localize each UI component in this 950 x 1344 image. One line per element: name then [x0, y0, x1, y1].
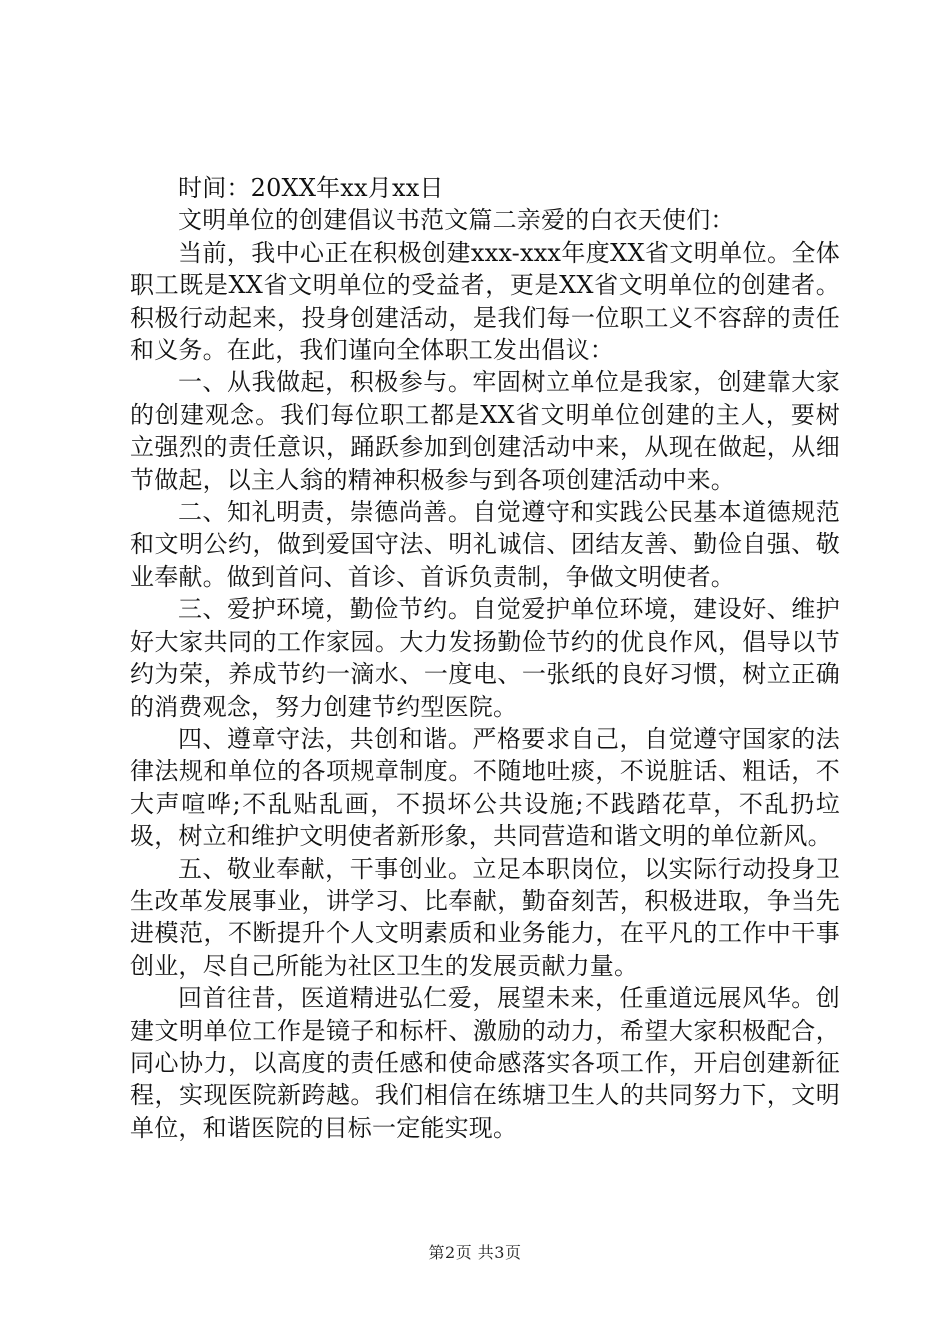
page-number-footer: 第2页 共3页 — [428, 1243, 522, 1262]
closing-paragraph: 回首往昔，医道精进弘仁爱，展望未来，任重道远展风华。创建文明单位工作是镜子和标杆、激励的动力，希望大家积极配合，同心协力，以高度的责任感和使命感落实各项工作，开启创建新征程，实现医院新跨越。我们相信在练塘卫生人的共同努力下，文明单位，和谐医院的目标一定能实现。 — [130, 984, 840, 1142]
intro-paragraph: 当前，我中心正在积极创建xxx-xxx年度XX省文明单位。全体职工既是XX省文明单位的受益者，更是XX省文明单位的创建者。积极行动起来，投身创建活动，是我们每一位职工义不容辞的责任和义务。在此，我们谨向全体职工发出倡议： — [130, 238, 840, 365]
initiative-four-paragraph: 四、遵章守法，共创和谐。严格要求自己，自觉遵守国家的法律法规和单位的各项规章制度。不随地吐痰，不说脏话、粗话，不大声喧哗;不乱贴乱画，不损坏公共设施;不践踏花草，不乱扔垃圾，树立和维护文明使者新形象，共同营造和谐文明的单位新风。 — [130, 724, 840, 851]
initiative-two-paragraph: 二、知礼明责，崇德尚善。自觉遵守和实践公民基本道德规范和文明公约，做到爱国守法、明礼诚信、团结友善、勤俭自强、敬业奉献。做到首问、首诊、首诉负责制，争做文明使者。 — [130, 498, 840, 591]
date-line: 时间：20XX年xx月xx日 — [178, 174, 444, 202]
initiative-five-paragraph: 五、敬业奉献，干事创业。立足本职岗位，以实际行动投身卫生改革发展事业，讲学习、比奉献，勤奋刻苦，积极进取，争当先进模范，不断提升个人文明素质和业务能力，在平凡的工作中干事创业，尽自己所能为社区卫生的发展贡献力量。 — [130, 854, 840, 980]
initiative-three-paragraph: 三、爱护环境，勤俭节约。自觉爱护单位环境，建设好、维护好大家共同的工作家园。大力发扬勤俭节约的优良作风，倡导以节约为荣，养成节约一滴水、一度电、一张纸的良好习惯，树立正确的消费观念，努力创建节约型医院。 — [130, 595, 840, 721]
initiative-one-paragraph: 一、从我做起，积极参与。牢固树立单位是我家，创建靠大家的创建观念。我们每位职工都是XX省文明单位创建的主人，要树立强烈的责任意识，踊跃参加到创建活动中来，从现在做起，从细节做起，以主人翁的精神积极参与到各项创建活动中来。 — [130, 368, 840, 494]
document-body — [130, 172, 840, 1144]
salutation-line: 文明单位的创建倡议书范文篇二亲爱的白衣天使们： — [178, 206, 735, 235]
